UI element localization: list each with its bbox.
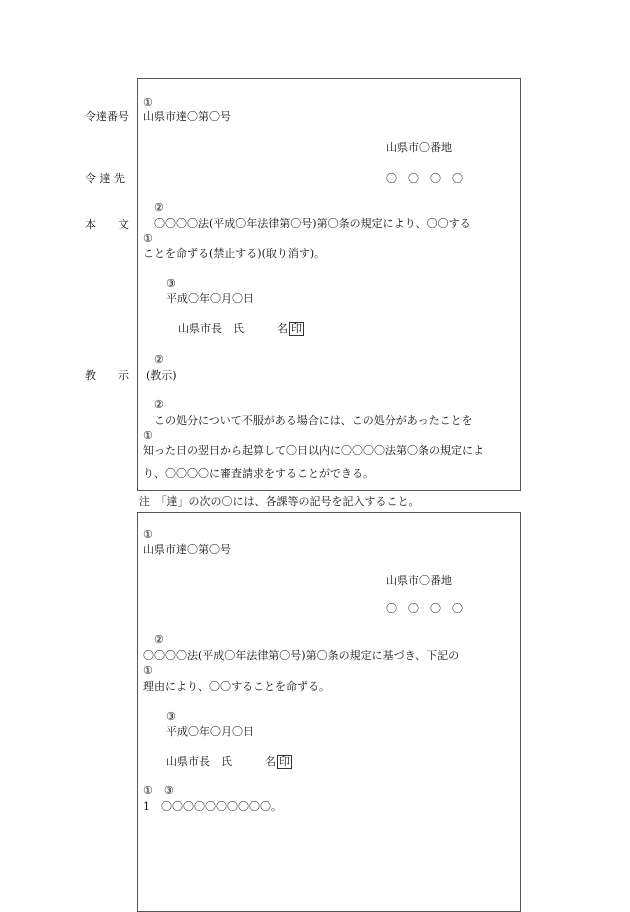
form2-body-line2: 理由により、〇〇することを命ずる。 <box>143 680 330 693</box>
form2-mayor <box>166 755 292 769</box>
form1-instruction-text: (教示) <box>146 369 177 382</box>
form2-mark-d: ③ <box>166 710 176 723</box>
form1-mark-d: ③ <box>166 277 176 290</box>
form1-body-line1: 〇〇〇〇法(平成〇年法律第〇号)第〇条の規定により、〇〇する <box>154 217 471 230</box>
form1-mayor <box>178 322 304 336</box>
form1-appeal-line3: り、〇〇〇〇に審査請求をすることができる。 <box>143 467 374 480</box>
form1-appeal-line1: この処分について不服がある場合には、この処分があったことを <box>154 414 473 427</box>
form2-address: 山県市〇番地 <box>386 574 452 587</box>
form1-mark-g: ① <box>143 429 153 442</box>
note-text: 注 「達」の次の〇には、各課等の記号を記入すること。 <box>139 495 420 508</box>
form2-mark-e: ① ③ <box>143 784 174 797</box>
form1-date: 平成〇年〇月〇日 <box>166 292 254 305</box>
form1-doc-number: 山県市達〇第〇号 <box>143 110 231 123</box>
form1-name: 〇 〇 〇 〇 <box>386 172 463 185</box>
seal-stamp: 印 <box>291 322 302 335</box>
form1-address: 山県市〇番地 <box>386 141 452 154</box>
label-instruction: 教 示 <box>85 369 129 382</box>
form1-mark-b: ② <box>154 201 164 214</box>
form2-mark-a: ① <box>143 528 153 541</box>
label-recipient: 令 達 先 <box>85 172 125 185</box>
seal-stamp: 印 <box>279 755 290 768</box>
form2-doc-number: 山県市達〇第〇号 <box>143 543 231 556</box>
form1-mayor-name: 山県市長 氏 名 <box>178 322 288 335</box>
form1-appeal-line2: 知った日の翌日から起算して〇日以内に〇〇〇〇法第〇条の規定によ <box>143 444 484 457</box>
label-body: 本 文 <box>85 218 129 231</box>
label-order-number: 令達番号 <box>85 110 129 123</box>
form1-box <box>137 78 521 491</box>
form2-date: 平成〇年〇月〇日 <box>166 725 254 738</box>
form2-mark-b: ② <box>154 633 164 646</box>
form2-mayor-name: 山県市長 氏 名 <box>166 755 276 768</box>
form1-mark-e: ② <box>154 353 164 366</box>
form1-mark-a: ① <box>143 96 153 109</box>
form2-name: 〇 〇 〇 〇 <box>386 602 463 615</box>
form1-body-line2: ことを命ずる(禁止する)(取り消す)。 <box>143 247 326 260</box>
form2-box <box>137 512 521 912</box>
form1-mark-f: ② <box>154 398 164 411</box>
form1-mark-c: ① <box>143 232 153 245</box>
form2-mark-c: ① <box>143 664 153 677</box>
form2-item1: 1 〇〇〇〇〇〇〇〇〇〇。 <box>143 800 282 813</box>
form2-body-line1: 〇〇〇〇法(平成〇年法律第〇号)第〇条の規定に基づき、下記の <box>143 649 460 662</box>
